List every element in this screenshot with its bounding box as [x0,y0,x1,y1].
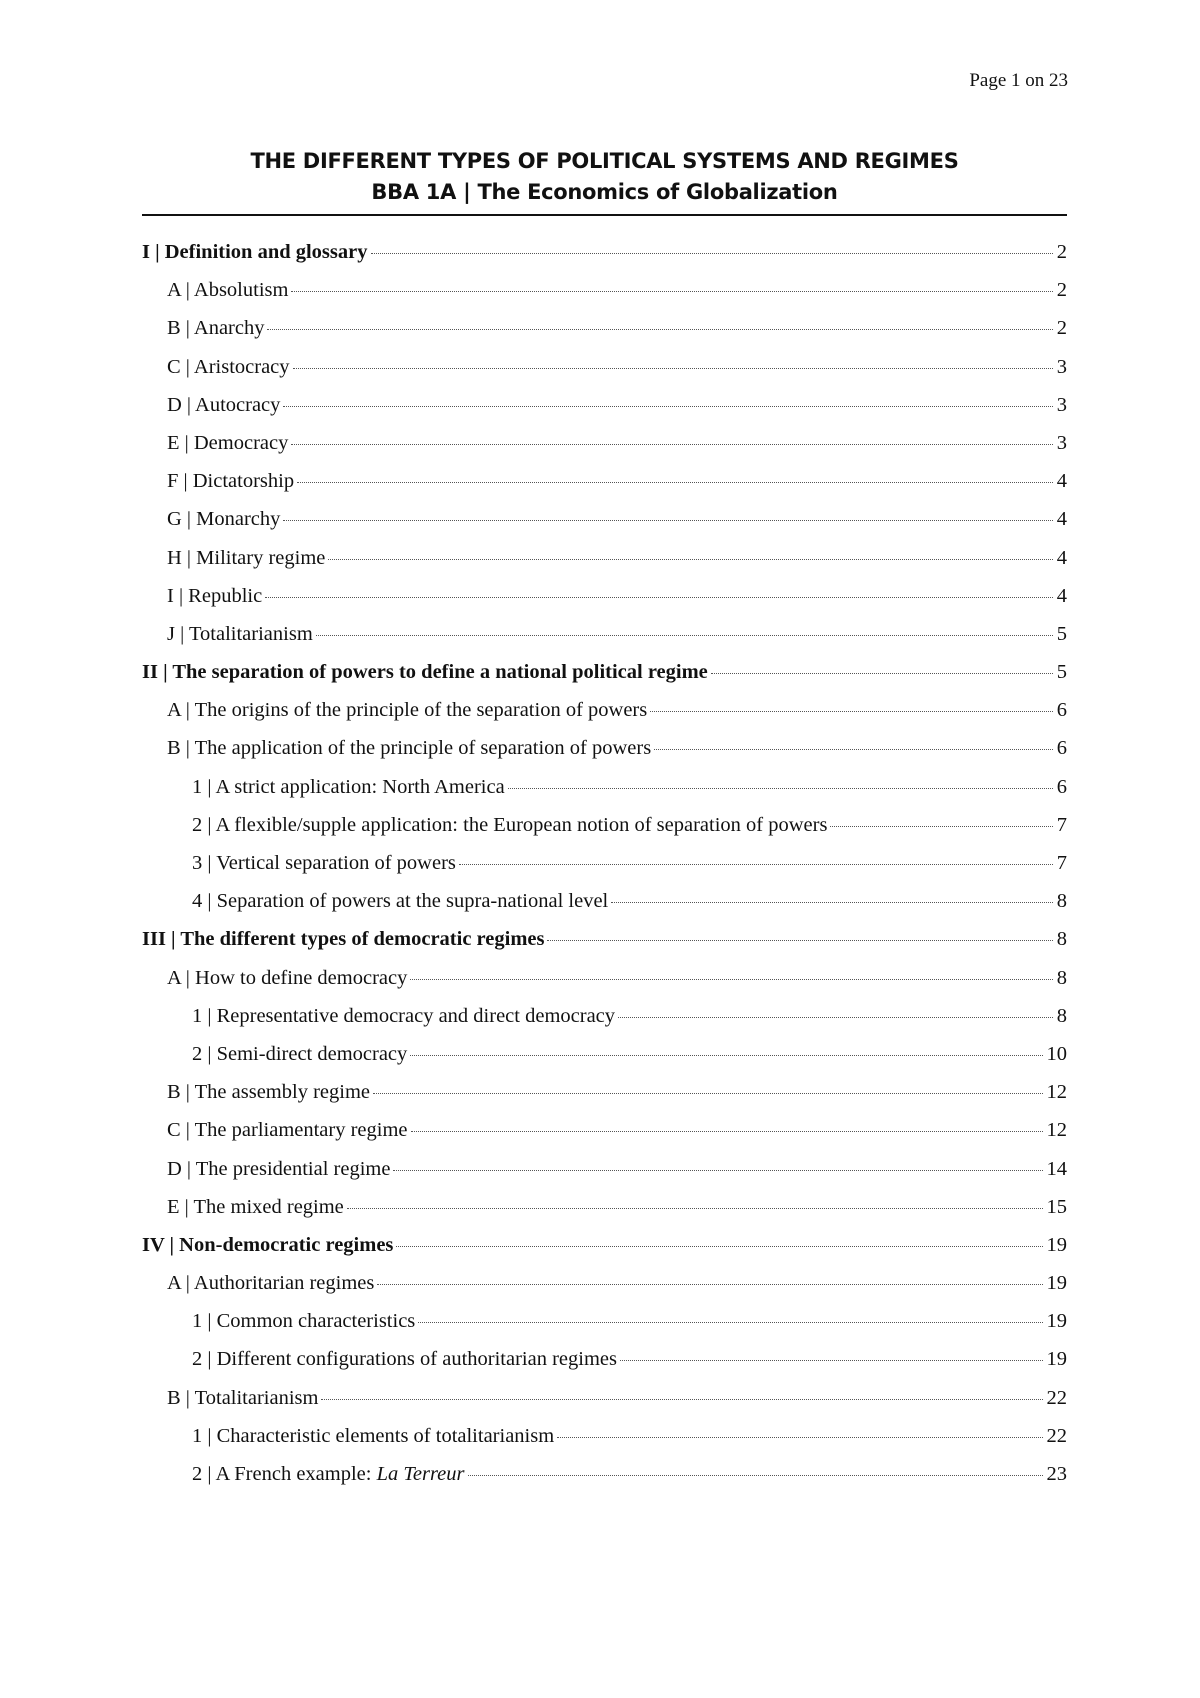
toc-entry[interactable] [142,776,1067,814]
toc-entry[interactable] [142,1272,1067,1310]
toc-dot-leader [371,253,1053,254]
toc-entry-page-number: 3 [1056,355,1067,378]
toc-entry-label-text: 1 | A strict application: North America [192,775,505,798]
toc-dot-leader [650,711,1053,712]
toc-dot-leader [611,902,1053,903]
toc-entry-label-text: D | Autocracy [167,393,281,416]
toc-entry[interactable] [142,432,1067,470]
toc-dot-leader [293,368,1053,369]
toc-dot-leader [321,1399,1042,1400]
toc-entry-label [167,967,407,990]
toc-entry-page-number: 8 [1056,966,1067,989]
toc-entry-label-text: B | The application of the principle of separation of powers [167,737,652,760]
toc-entry-label [192,1005,615,1028]
toc-entry[interactable] [142,1081,1067,1119]
toc-entry-label-text: G | Monarchy [167,508,281,531]
toc-dot-leader [557,1437,1042,1438]
toc-entry-page-number: 5 [1056,622,1067,645]
toc-entry-label-text: 4 | Separation of powers at the supra-national level [192,890,609,913]
toc-entry-label-text: 2 | Different configurations of authoritarian regimes [192,1348,617,1371]
toc-entry-label [142,1234,393,1257]
toc-entry-label-text: A | The origins of the principle of the separation of powers [167,699,648,722]
toc-entry-label-text: 2 | A French example: [192,1463,377,1485]
toc-entry-label-text: I | Republic [167,584,263,607]
toc-entry-page-number: 14 [1046,1157,1067,1180]
toc-entry-label [167,1387,318,1410]
toc-entry-page-number: 2 [1056,317,1067,340]
toc-entry-page-number: 22 [1046,1424,1067,1447]
toc-dot-leader [377,1284,1042,1285]
toc-entry-label [167,508,280,531]
toc-entry[interactable] [142,814,1067,852]
toc-entry[interactable] [142,1310,1067,1348]
toc-dot-leader [297,482,1053,483]
toc-entry-label-text: E | The mixed regime [167,1195,344,1218]
toc-entry-label [167,547,325,570]
toc-entry-page-number: 3 [1056,431,1067,454]
toc-entry-label [167,585,262,608]
toc-entry-label [167,699,647,722]
toc-entry-label [142,661,708,684]
toc-entry-label-text: 1 | Characteristic elements of totalitarianism [192,1424,555,1447]
toc-dot-leader [265,597,1053,598]
toc-entry-page-number: 19 [1046,1233,1067,1256]
toc-entry[interactable] [142,661,1067,699]
toc-entry-label-text: B | Totalitarianism [167,1386,319,1409]
toc-entry-label [167,394,280,417]
toc-entry-label [192,852,456,875]
toc-entry-label [192,814,827,837]
toc-entry-label [167,1158,390,1181]
toc-entry-page-number: 8 [1056,890,1067,913]
toc-entry-page-number: 3 [1056,393,1067,416]
toc-entry-page-number: 6 [1056,699,1067,722]
toc-entry[interactable] [142,1196,1067,1234]
document-title: THE DIFFERENT TYPES OF POLITICAL SYSTEMS AND REGIMES [250,149,959,173]
toc-entry[interactable] [142,699,1067,737]
toc-entry[interactable] [142,317,1067,355]
toc-dot-leader [547,940,1052,941]
toc-dot-leader [830,826,1052,827]
toc-dot-leader [418,1322,1042,1323]
table-of-contents [142,241,1067,1501]
toc-dot-leader [508,788,1053,789]
toc-entry-page-number: 23 [1046,1463,1067,1485]
toc-entry-page-number: 7 [1056,852,1067,874]
toc-dot-leader [316,635,1053,636]
toc-entry-page-number: 10 [1046,1042,1067,1065]
toc-entry-label [167,432,288,455]
toc-entry-page-number: 12 [1046,1119,1067,1142]
toc-dot-leader [654,749,1053,750]
toc-entry-page-number: 6 [1056,775,1067,798]
toc-dot-leader [620,1360,1043,1361]
toc-entry-label [192,1463,465,1486]
toc-entry[interactable] [142,547,1067,585]
toc-entry-label-text: 1 | Common characteristics [192,1310,416,1333]
toc-entry[interactable] [142,1387,1067,1425]
toc-entry-page-number: 4 [1056,546,1067,569]
toc-entry-label [192,890,608,913]
toc-entry-label-text: 3 | Vertical separation of powers [192,852,456,874]
toc-entry-label-text: E | Democracy [167,431,289,454]
toc-entry-page-number: 22 [1046,1386,1067,1409]
toc-entry-page-number: 19 [1046,1348,1067,1371]
toc-dot-leader [283,520,1052,521]
toc-entry[interactable] [142,1234,1067,1272]
toc-entry-page-number: 5 [1056,661,1067,684]
toc-entry[interactable] [142,585,1067,623]
toc-entry-page-number: 12 [1046,1081,1067,1104]
toc-entry[interactable] [142,1043,1067,1081]
document-header [142,145,1067,207]
toc-entry[interactable] [142,1425,1067,1463]
toc-dot-leader [283,406,1052,407]
toc-entry[interactable] [142,1348,1067,1386]
toc-entry-label [167,1196,344,1219]
toc-entry[interactable] [142,1005,1067,1043]
toc-entry[interactable] [142,928,1067,966]
toc-entry-label-italic: La Terreur [376,1463,465,1485]
toc-entry-label [192,1310,415,1333]
toc-entry-label [167,470,294,493]
toc-entry-label-text: B | Anarchy [167,317,265,340]
toc-entry-label-text: A | Authoritarian regimes [167,1272,375,1295]
toc-entry-label-text: J | Totalitarianism [167,622,313,645]
toc-entry-label [192,1043,407,1066]
toc-entry-label-text: I | Definition and glossary [142,241,368,263]
toc-entry-label [192,1425,554,1448]
toc-entry[interactable] [142,470,1067,508]
toc-entry[interactable] [142,737,1067,775]
document-subtitle: BBA 1A | The Economics of Globalization [371,180,838,204]
toc-entry-page-number: 19 [1046,1310,1067,1333]
toc-entry-label-text: C | The parliamentary regime [167,1119,408,1142]
toc-entry-label-text: II | The separation of powers to define a national political regime [142,661,708,684]
toc-entry[interactable] [142,623,1067,661]
toc-entry-page-number: 7 [1056,813,1067,836]
toc-dot-leader [410,979,1052,980]
toc-entry-label [167,737,651,760]
toc-entry[interactable] [142,1463,1067,1501]
toc-dot-leader [328,559,1052,560]
toc-entry-label-text: H | Military regime [167,546,326,569]
toc-entry-label [167,317,264,340]
toc-entry-page-number: 2 [1056,279,1067,302]
toc-dot-leader [410,1055,1042,1056]
toc-entry-label-text: F | Dictatorship [167,470,295,493]
toc-entry-page-number: 4 [1056,508,1067,531]
toc-dot-leader [291,291,1052,292]
toc-entry-page-number: 4 [1056,470,1067,493]
toc-dot-leader [267,329,1052,330]
toc-dot-leader [618,1017,1053,1018]
toc-entry[interactable] [142,890,1067,928]
toc-dot-leader [468,1475,1043,1476]
toc-entry-label [192,776,505,799]
toc-entry-label [142,241,368,264]
toc-entry-label [167,279,288,302]
toc-entry-label-text: C | Aristocracy [167,355,290,378]
toc-dot-leader [291,444,1052,445]
toc-entry[interactable] [142,356,1067,394]
toc-entry[interactable] [142,394,1067,432]
toc-entry-label-text: III | The different types of democratic regimes [142,928,545,951]
toc-entry[interactable] [142,852,1067,890]
toc-entry-label [192,1348,617,1371]
toc-entry-label [167,623,313,646]
toc-entry-page-number: 8 [1056,928,1067,951]
toc-entry[interactable] [142,508,1067,546]
toc-entry-label-text: B | The assembly regime [167,1081,370,1104]
toc-entry-page-number: 4 [1056,584,1067,607]
toc-dot-leader [373,1093,1043,1094]
toc-entry-page-number: 19 [1046,1272,1067,1295]
toc-entry-page-number: 6 [1056,737,1067,760]
toc-entry[interactable] [142,1158,1067,1196]
toc-entry[interactable] [142,1119,1067,1157]
toc-entry-label [167,356,290,379]
toc-entry-page-number: 2 [1056,241,1067,263]
header-divider [142,214,1067,216]
toc-dot-leader [393,1170,1042,1171]
toc-dot-leader [459,864,1053,865]
toc-entry-label [167,1119,408,1142]
toc-entry-label-text: 1 | Representative democracy and direct democracy [192,1004,616,1027]
toc-entry-label [142,928,544,951]
toc-entry-label-text: 2 | A flexible/supple application: the European notion of separation of powers [192,813,828,836]
toc-entry-page-number: 8 [1056,1004,1067,1027]
toc-entry[interactable] [142,241,1067,279]
toc-entry-label-text: 2 | Semi-direct democracy [192,1042,408,1065]
toc-dot-leader [411,1131,1043,1132]
toc-entry-label-text: A | How to define democracy [167,966,408,989]
toc-entry-label-text: D | The presidential regime [167,1157,391,1180]
toc-dot-leader [347,1208,1043,1209]
toc-entry[interactable] [142,279,1067,317]
toc-dot-leader [396,1246,1042,1247]
toc-entry-label-text: IV | Non-democratic regimes [142,1233,394,1256]
toc-entry-label [167,1081,370,1104]
toc-entry-label-text: A | Absolutism [167,279,289,302]
page-indicator: Page 1 on 23 [969,70,1068,91]
toc-entry-page-number: 15 [1046,1195,1067,1218]
toc-entry[interactable] [142,967,1067,1005]
toc-entry-label [167,1272,374,1295]
toc-dot-leader [711,673,1053,674]
